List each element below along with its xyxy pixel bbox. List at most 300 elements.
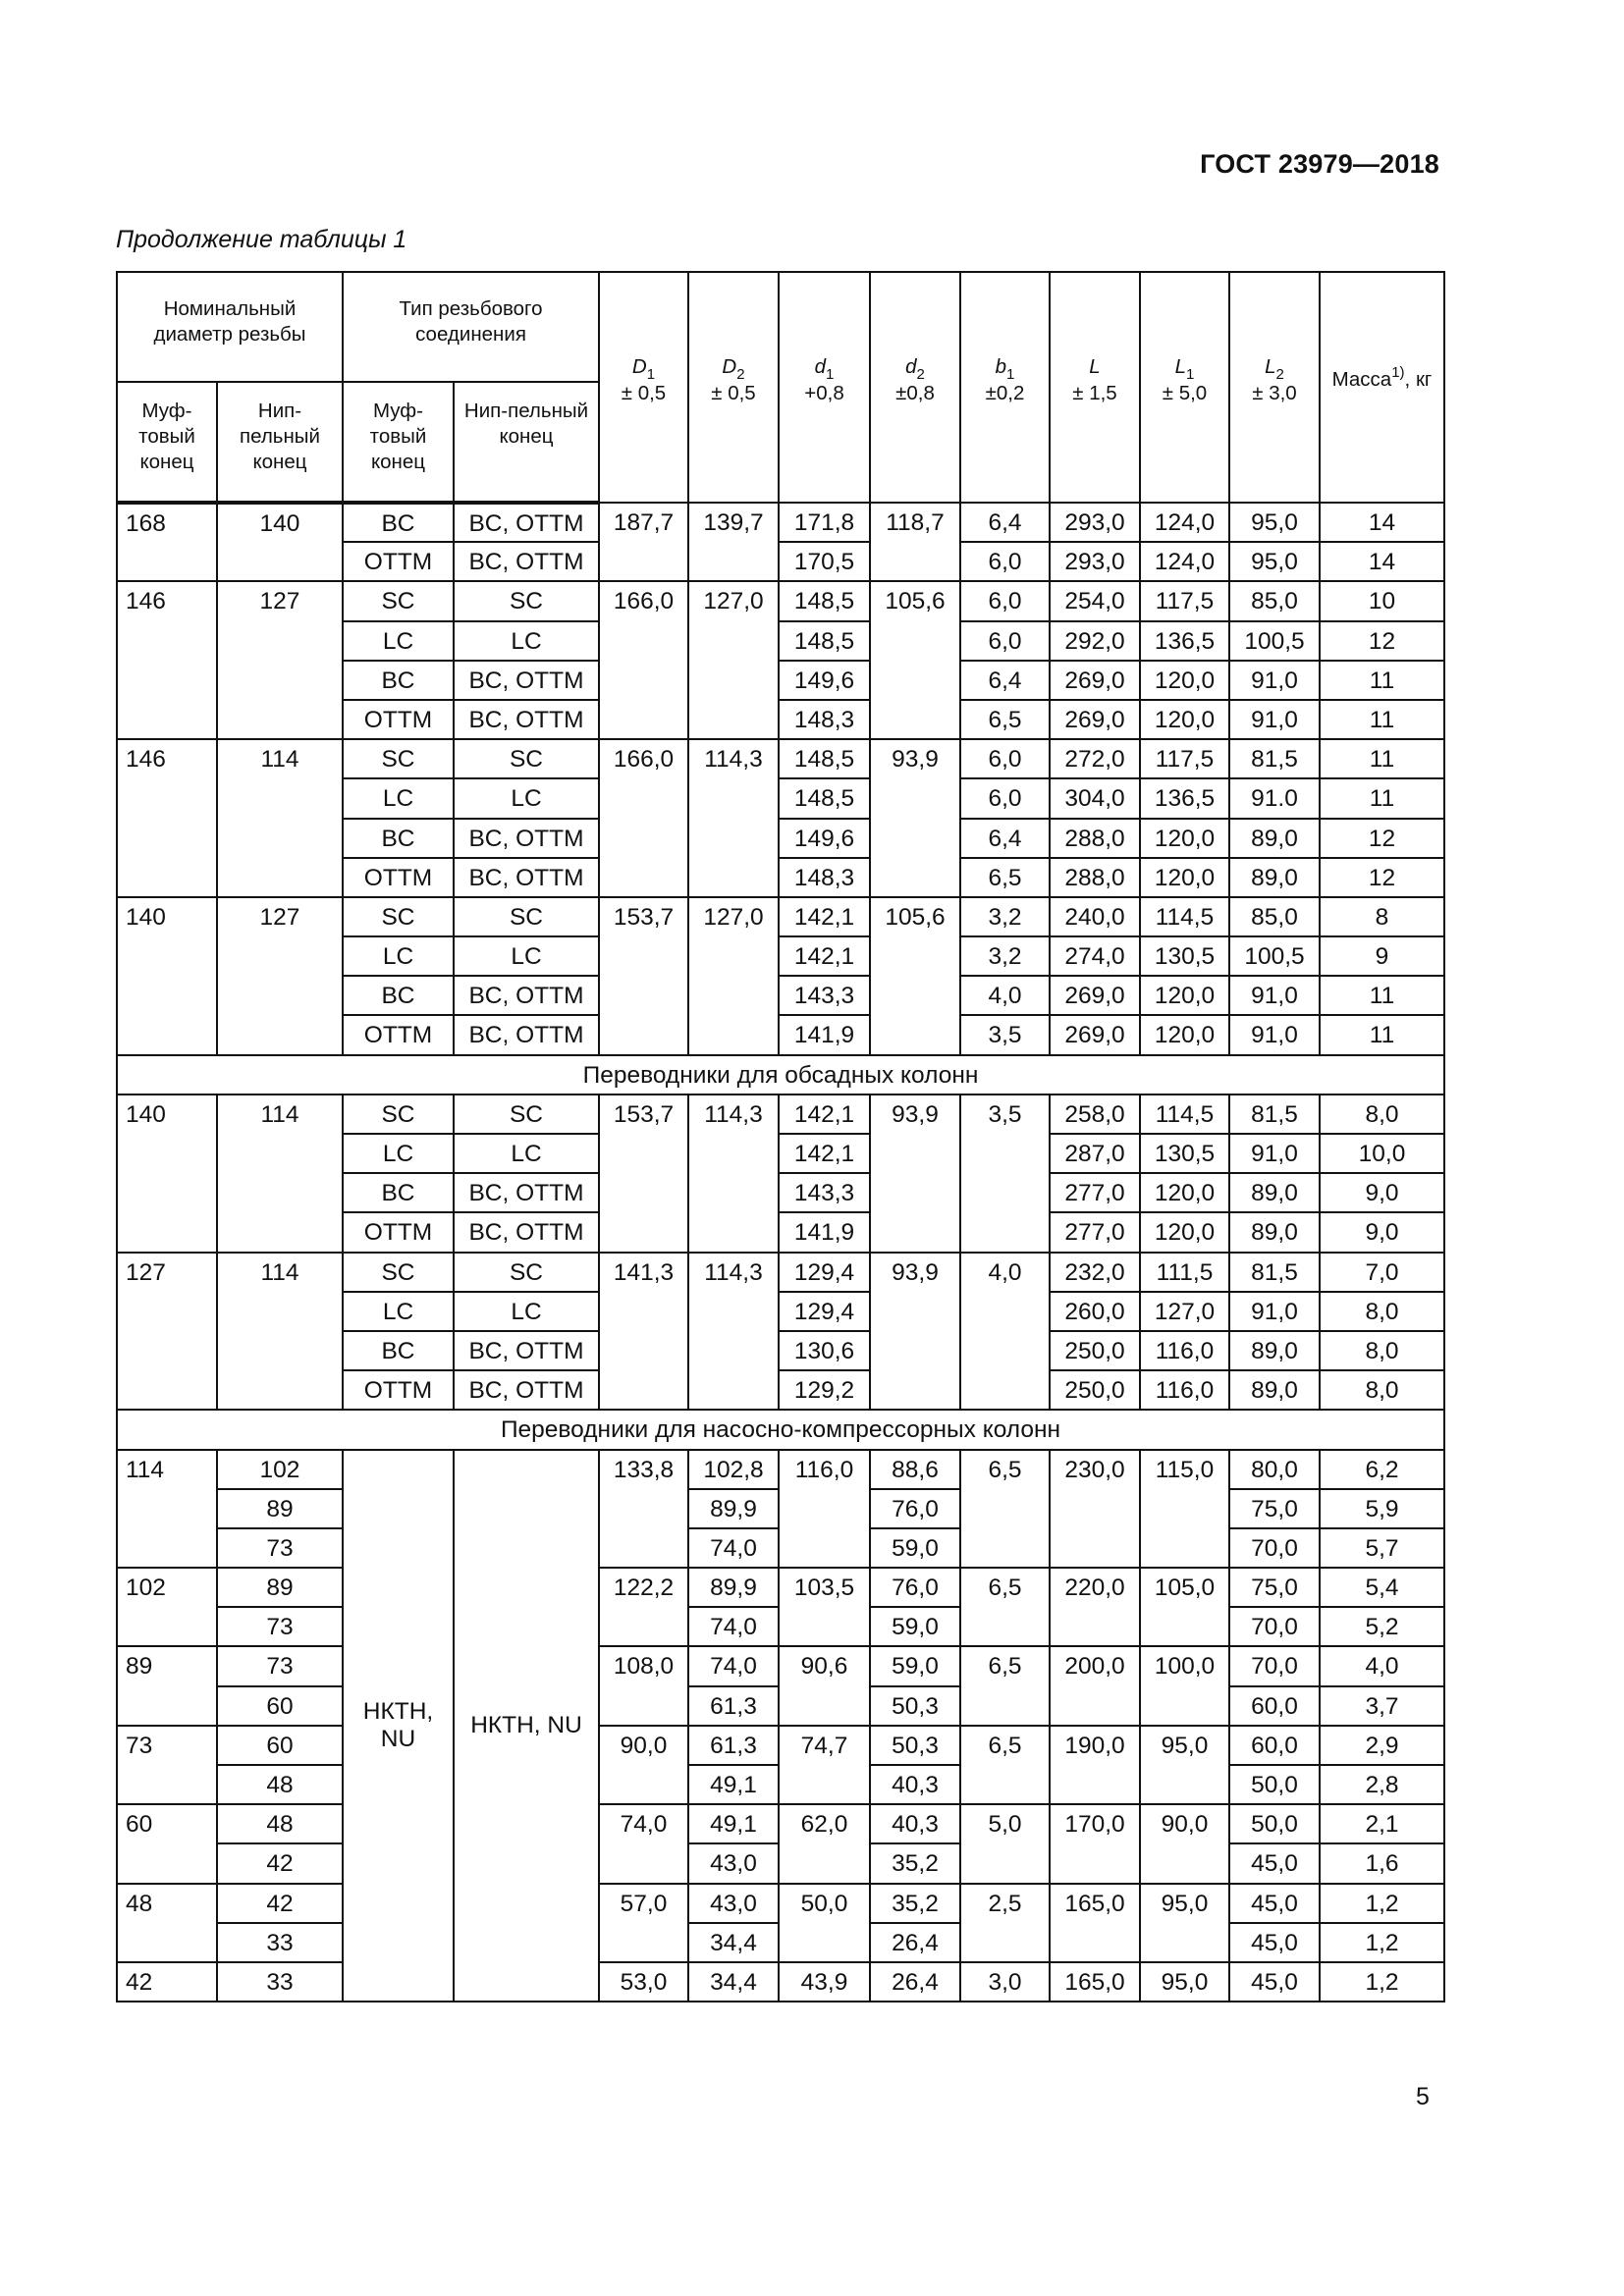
cell-L1: 120,0 (1140, 1015, 1229, 1054)
cell-thread-coupling: SC (343, 897, 454, 936)
cell-L: 240,0 (1050, 897, 1140, 936)
cell-D2: 74,0 (688, 1607, 779, 1646)
cell-d1: 148,5 (779, 581, 870, 620)
cell-thread-coupling: BC (343, 1331, 454, 1370)
cell-b1: 6,4 (960, 503, 1050, 542)
cell-d2: 59,0 (870, 1646, 960, 1685)
table-continuation-caption: Продолжение таблицы 1 (116, 226, 407, 253)
cell-b1: 6,4 (960, 661, 1050, 700)
header-L2: $L_2$ ± 3,0 (1229, 272, 1320, 503)
cell-L1: 124,0 (1140, 542, 1229, 581)
cell-coupling-diameter: 73 (117, 1726, 217, 1804)
cell-thread-coupling: BC (343, 819, 454, 858)
cell-thread-coupling-tubing: НКТН, NU (343, 1450, 454, 2002)
cell-D1: 133,8 (599, 1450, 688, 1569)
table-row (117, 1884, 1444, 1923)
cell-L: 304,0 (1050, 778, 1140, 818)
cell-d1: 62,0 (779, 1804, 870, 1883)
cell-L: 287,0 (1050, 1134, 1140, 1173)
cell-b1: 6,5 (960, 700, 1050, 739)
cell-L1: 124,0 (1140, 503, 1229, 542)
cell-mass: 8 (1320, 897, 1444, 936)
cell-d2: 76,0 (870, 1489, 960, 1528)
cell-d2: 26,4 (870, 1923, 960, 1962)
cell-D2: 114,3 (688, 1253, 779, 1411)
cell-d1: 149,6 (779, 661, 870, 700)
cell-thread-nipple: SC (454, 581, 599, 620)
cell-d1: 129,4 (779, 1292, 870, 1331)
cell-d2: 76,0 (870, 1568, 960, 1607)
cell-L: 277,0 (1050, 1173, 1140, 1212)
cell-mass: 9,0 (1320, 1212, 1444, 1252)
cell-L: 293,0 (1050, 503, 1140, 542)
cell-L: 250,0 (1050, 1331, 1140, 1370)
cell-nipple-diameter: 73 (217, 1607, 343, 1646)
cell-L2: 91,0 (1229, 661, 1320, 700)
cell-L: 190,0 (1050, 1726, 1140, 1804)
cell-L1: 114,5 (1140, 897, 1229, 936)
cell-b1: 3,0 (960, 1962, 1050, 2002)
cell-thread-coupling: BC (343, 976, 454, 1015)
cell-D2: 102,8 (688, 1450, 779, 1489)
table-row (117, 1726, 1444, 1765)
cell-L1: 120,0 (1140, 1173, 1229, 1212)
cell-nipple-diameter: 33 (217, 1962, 343, 2002)
cell-b1: 4,0 (960, 1253, 1050, 1411)
cell-L: 254,0 (1050, 581, 1140, 620)
cell-D2: 74,0 (688, 1646, 779, 1685)
cell-mass: 8,0 (1320, 1370, 1444, 1410)
cell-d1: 103,5 (779, 1568, 870, 1646)
cell-L2: 95,0 (1229, 503, 1320, 542)
cell-mass: 8,0 (1320, 1095, 1444, 1134)
cell-thread-nipple: BC, OTTM (454, 700, 599, 739)
cell-L2: 91,0 (1229, 1134, 1320, 1173)
cell-L1: 117,5 (1140, 581, 1229, 620)
cell-d1: 142,1 (779, 1134, 870, 1173)
cell-thread-nipple: BC, OTTM (454, 1173, 599, 1212)
table-row (117, 1095, 1444, 1134)
cell-d1: 142,1 (779, 936, 870, 976)
table-row (117, 739, 1444, 778)
cell-thread-coupling: OTTM (343, 1015, 454, 1054)
cell-D2: 61,3 (688, 1686, 779, 1726)
cell-L: 274,0 (1050, 936, 1140, 976)
cell-D2: 89,9 (688, 1489, 779, 1528)
header-nominal-diameter: Номинальный диаметр резьбы (117, 272, 343, 382)
cell-thread-coupling: LC (343, 1292, 454, 1331)
cell-L2: 89,0 (1229, 858, 1320, 897)
cell-thread-nipple: BC, OTTM (454, 503, 599, 542)
cell-b1: 4,0 (960, 976, 1050, 1015)
cell-L1: 111,5 (1140, 1253, 1229, 1292)
cell-thread-coupling: OTTM (343, 858, 454, 897)
cell-D2: 114,3 (688, 1095, 779, 1253)
cell-L1: 90,0 (1140, 1804, 1229, 1883)
cell-nipple-diameter: 114 (217, 1095, 343, 1253)
cell-mass: 11 (1320, 1015, 1444, 1054)
cell-thread-nipple: BC, OTTM (454, 819, 599, 858)
cell-mass: 5,7 (1320, 1528, 1444, 1568)
cell-D2: 49,1 (688, 1804, 779, 1843)
cell-d1: 129,2 (779, 1370, 870, 1410)
cell-d2: 35,2 (870, 1884, 960, 1923)
cell-D2: 127,0 (688, 581, 779, 739)
section-tubing-heading: Переводники для насосно-компрессорных колонн (117, 1410, 1444, 1449)
cell-mass: 7,0 (1320, 1253, 1444, 1292)
cell-nipple-diameter: 89 (217, 1568, 343, 1607)
cell-L: 220,0 (1050, 1568, 1140, 1646)
cell-coupling-diameter: 146 (117, 739, 217, 897)
cell-b1: 3,2 (960, 897, 1050, 936)
cell-b1: 6,5 (960, 1568, 1050, 1646)
cell-D2: 43,0 (688, 1884, 779, 1923)
cell-mass: 3,7 (1320, 1686, 1444, 1726)
cell-thread-coupling: LC (343, 621, 454, 661)
cell-nipple-diameter: 60 (217, 1726, 343, 1765)
header-nipple-end-diameter: Нип-пельный конец (217, 382, 343, 503)
cell-D2: 34,4 (688, 1962, 779, 2002)
cell-thread-nipple: BC, OTTM (454, 1212, 599, 1252)
table-row (117, 1962, 1444, 2002)
table-row (117, 897, 1444, 936)
cell-b1: 3,5 (960, 1095, 1050, 1253)
cell-mass: 1,6 (1320, 1843, 1444, 1883)
cell-L: 288,0 (1050, 858, 1140, 897)
cell-mass: 11 (1320, 778, 1444, 818)
cell-mass: 1,2 (1320, 1962, 1444, 2002)
cell-d1: 148,3 (779, 700, 870, 739)
cell-b1: 3,5 (960, 1015, 1050, 1054)
cell-D2: 89,9 (688, 1568, 779, 1607)
cell-d2: 93,9 (870, 1253, 960, 1411)
cell-L2: 89,0 (1229, 1173, 1320, 1212)
cell-thread-nipple: BC, OTTM (454, 976, 599, 1015)
cell-mass: 4,0 (1320, 1646, 1444, 1685)
cell-thread-nipple: SC (454, 1253, 599, 1292)
cell-L2: 45,0 (1229, 1923, 1320, 1962)
cell-d1: 130,6 (779, 1331, 870, 1370)
cell-mass: 10 (1320, 581, 1444, 620)
cell-thread-coupling: SC (343, 1253, 454, 1292)
cell-L2: 89,0 (1229, 819, 1320, 858)
cell-thread-coupling: SC (343, 739, 454, 778)
cell-L2: 81,5 (1229, 739, 1320, 778)
cell-d2: 40,3 (870, 1804, 960, 1843)
cell-thread-nipple: LC (454, 1134, 599, 1173)
table-row (117, 1450, 1444, 1489)
cell-nipple-diameter: 89 (217, 1489, 343, 1528)
cell-b1: 6,5 (960, 1450, 1050, 1569)
cell-d1: 149,6 (779, 819, 870, 858)
cell-L2: 70,0 (1229, 1607, 1320, 1646)
cell-D1: 187,7 (599, 503, 688, 581)
cell-L2: 70,0 (1229, 1528, 1320, 1568)
cell-d1: 143,3 (779, 976, 870, 1015)
cell-D1: 166,0 (599, 581, 688, 739)
cell-L1: 114,5 (1140, 1095, 1229, 1134)
cell-L2: 60,0 (1229, 1686, 1320, 1726)
cell-L2: 91,0 (1229, 1292, 1320, 1331)
cell-d1: 141,9 (779, 1212, 870, 1252)
cell-thread-nipple: BC, OTTM (454, 661, 599, 700)
cell-L: 250,0 (1050, 1370, 1140, 1410)
cell-thread-nipple: BC, OTTM (454, 1015, 599, 1054)
cell-L1: 117,5 (1140, 739, 1229, 778)
cell-D2: 74,0 (688, 1528, 779, 1568)
cell-L2: 100,5 (1229, 621, 1320, 661)
header-coupling-end-thread: Муф-товый конец (343, 382, 454, 503)
cell-D2: 43,0 (688, 1843, 779, 1883)
cell-mass: 9 (1320, 936, 1444, 976)
cell-b1: 3,2 (960, 936, 1050, 976)
cell-b1: 6,5 (960, 1726, 1050, 1804)
cell-L2: 81,5 (1229, 1095, 1320, 1134)
cell-L1: 120,0 (1140, 976, 1229, 1015)
cell-L1: 116,0 (1140, 1331, 1229, 1370)
cell-L: 165,0 (1050, 1962, 1140, 2002)
cell-D2: 127,0 (688, 897, 779, 1055)
cell-L2: 81,5 (1229, 1253, 1320, 1292)
cell-d2: 26,4 (870, 1962, 960, 2002)
header-L: L ± 1,5 (1050, 272, 1140, 503)
table-row (117, 581, 1444, 620)
cell-L: 258,0 (1050, 1095, 1140, 1134)
cell-L2: 45,0 (1229, 1884, 1320, 1923)
cell-coupling-diameter: 140 (117, 1095, 217, 1253)
cell-coupling-diameter: 102 (117, 1568, 217, 1646)
cell-coupling-diameter: 48 (117, 1884, 217, 1962)
cell-d1: 141,9 (779, 1015, 870, 1054)
header-D2: $D_2$ ± 0,5 (688, 272, 779, 503)
cell-L: 288,0 (1050, 819, 1140, 858)
cell-d2: 59,0 (870, 1528, 960, 1568)
cell-nipple-diameter: 73 (217, 1646, 343, 1685)
header-d1: $d_1$ +0,8 (779, 272, 870, 503)
cell-d2: 93,9 (870, 1095, 960, 1253)
cell-L1: 127,0 (1140, 1292, 1229, 1331)
cell-coupling-diameter: 146 (117, 581, 217, 739)
cell-L1: 120,0 (1140, 819, 1229, 858)
cell-L: 272,0 (1050, 739, 1140, 778)
cell-d1: 148,3 (779, 858, 870, 897)
cell-L: 230,0 (1050, 1450, 1140, 1569)
cell-mass: 12 (1320, 819, 1444, 858)
cell-thread-coupling: SC (343, 581, 454, 620)
cell-D2: 49,1 (688, 1765, 779, 1804)
cell-d2: 93,9 (870, 739, 960, 897)
cell-L2: 89,0 (1229, 1212, 1320, 1252)
cell-L: 200,0 (1050, 1646, 1140, 1725)
cell-d1: 148,5 (779, 778, 870, 818)
cell-d2: 59,0 (870, 1607, 960, 1646)
cell-L2: 60,0 (1229, 1726, 1320, 1765)
cell-d2: 35,2 (870, 1843, 960, 1883)
table-row (117, 1410, 1444, 1449)
cell-thread-nipple: LC (454, 778, 599, 818)
header-thread-type: Тип резьбового соединения (343, 272, 599, 382)
cell-b1: 6,0 (960, 778, 1050, 818)
cell-L1: 120,0 (1140, 1212, 1229, 1252)
cell-mass: 1,2 (1320, 1884, 1444, 1923)
cell-mass: 5,2 (1320, 1607, 1444, 1646)
cell-L2: 95,0 (1229, 542, 1320, 581)
cell-L2: 91,0 (1229, 700, 1320, 739)
cell-nipple-diameter: 48 (217, 1765, 343, 1804)
cell-mass: 2,9 (1320, 1726, 1444, 1765)
cell-L: 269,0 (1050, 661, 1140, 700)
cell-thread-coupling: BC (343, 661, 454, 700)
cell-L1: 105,0 (1140, 1568, 1229, 1646)
cell-L2: 75,0 (1229, 1489, 1320, 1528)
cell-nipple-diameter: 127 (217, 897, 343, 1055)
cell-b1: 5,0 (960, 1804, 1050, 1883)
cell-d1: 90,6 (779, 1646, 870, 1725)
cell-thread-nipple-tubing: НКТН, NU (454, 1450, 599, 2002)
cell-thread-nipple: SC (454, 1095, 599, 1134)
cell-L2: 91,0 (1229, 1015, 1320, 1054)
header-d2: $d_2$ ±0,8 (870, 272, 960, 503)
cell-d2: 88,6 (870, 1450, 960, 1489)
cell-L: 269,0 (1050, 1015, 1140, 1054)
cell-b1: 6,5 (960, 1646, 1050, 1725)
cell-thread-coupling: BC (343, 1173, 454, 1212)
cell-d1: 148,5 (779, 621, 870, 661)
cell-L: 269,0 (1050, 700, 1140, 739)
table-row (117, 1253, 1444, 1292)
cell-mass: 12 (1320, 858, 1444, 897)
cell-L2: 45,0 (1229, 1962, 1320, 2002)
cell-d2: 50,3 (870, 1686, 960, 1726)
cell-coupling-diameter: 140 (117, 897, 217, 1055)
cell-nipple-diameter: 48 (217, 1804, 343, 1843)
cell-nipple-diameter: 42 (217, 1843, 343, 1883)
table-row (117, 1646, 1444, 1685)
cell-thread-nipple: BC, OTTM (454, 858, 599, 897)
cell-thread-nipple: LC (454, 1292, 599, 1331)
cell-thread-nipple: SC (454, 897, 599, 936)
cell-b1: 6,0 (960, 542, 1050, 581)
cell-L: 165,0 (1050, 1884, 1140, 1962)
cell-thread-nipple: LC (454, 621, 599, 661)
cell-d1: 74,7 (779, 1726, 870, 1804)
cell-mass: 11 (1320, 976, 1444, 1015)
cell-L2: 89,0 (1229, 1370, 1320, 1410)
cell-mass: 11 (1320, 739, 1444, 778)
page-number: 5 (1416, 2083, 1430, 2110)
cell-L1: 136,5 (1140, 621, 1229, 661)
cell-D2: 61,3 (688, 1726, 779, 1765)
cell-nipple-diameter: 127 (217, 581, 343, 739)
header-nipple-end-thread: Нип-пельный конец (454, 382, 599, 503)
cell-L2: 50,0 (1229, 1804, 1320, 1843)
cell-coupling-diameter: 89 (117, 1646, 217, 1725)
cell-d1: 171,8 (779, 503, 870, 542)
cell-D1: 141,3 (599, 1253, 688, 1411)
cell-L2: 100,5 (1229, 936, 1320, 976)
cell-mass: 11 (1320, 700, 1444, 739)
cell-nipple-diameter: 42 (217, 1884, 343, 1923)
cell-L1: 95,0 (1140, 1884, 1229, 1962)
cell-b1: 6,0 (960, 621, 1050, 661)
section-casing-heading: Переводники для обсадных колонн (117, 1055, 1444, 1095)
cell-L1: 100,0 (1140, 1646, 1229, 1725)
cell-D2: 114,3 (688, 739, 779, 897)
cell-L: 269,0 (1050, 976, 1140, 1015)
cell-L1: 116,0 (1140, 1370, 1229, 1410)
cell-coupling-diameter: 127 (117, 1253, 217, 1411)
cell-mass: 1,2 (1320, 1923, 1444, 1962)
cell-mass: 8,0 (1320, 1331, 1444, 1370)
cell-mass: 10,0 (1320, 1134, 1444, 1173)
cell-mass: 6,2 (1320, 1450, 1444, 1489)
cell-d1: 50,0 (779, 1884, 870, 1962)
cell-L1: 130,5 (1140, 1134, 1229, 1173)
header-mass: Масса$^{1)}$, кг (1320, 272, 1444, 503)
cell-b1: 2,5 (960, 1884, 1050, 1962)
cell-L1: 95,0 (1140, 1962, 1229, 2002)
cell-thread-nipple: BC, OTTM (454, 542, 599, 581)
cell-thread-nipple: BC, OTTM (454, 1370, 599, 1410)
cell-mass: 5,4 (1320, 1568, 1444, 1607)
cell-D1: 57,0 (599, 1884, 688, 1962)
cell-coupling-diameter: 60 (117, 1804, 217, 1883)
cell-nipple-diameter: 33 (217, 1923, 343, 1962)
cell-D2: 34,4 (688, 1923, 779, 1962)
cell-b1: 6,4 (960, 819, 1050, 858)
cell-L2: 50,0 (1229, 1765, 1320, 1804)
cell-nipple-diameter: 73 (217, 1528, 343, 1568)
cell-D1: 166,0 (599, 739, 688, 897)
cell-mass: 12 (1320, 621, 1444, 661)
cell-b1: 6,0 (960, 739, 1050, 778)
table-row (117, 503, 1444, 542)
cell-thread-coupling: SC (343, 1095, 454, 1134)
cell-d2: 40,3 (870, 1765, 960, 1804)
cell-mass: 2,8 (1320, 1765, 1444, 1804)
cell-L2: 70,0 (1229, 1646, 1320, 1685)
cell-L2: 91.0 (1229, 778, 1320, 818)
cell-thread-nipple: BC, OTTM (454, 1331, 599, 1370)
cell-L1: 120,0 (1140, 700, 1229, 739)
table-row (117, 1568, 1444, 1607)
cell-L: 260,0 (1050, 1292, 1140, 1331)
cell-mass: 9,0 (1320, 1173, 1444, 1212)
cell-D1: 153,7 (599, 1095, 688, 1253)
cell-L: 232,0 (1050, 1253, 1140, 1292)
cell-thread-coupling: LC (343, 778, 454, 818)
cell-thread-coupling: OTTM (343, 542, 454, 581)
table-row (117, 1055, 1444, 1095)
cell-L2: 45,0 (1229, 1843, 1320, 1883)
cell-coupling-diameter: 42 (117, 1962, 217, 2002)
cell-nipple-diameter: 60 (217, 1686, 343, 1726)
header-D1: $D_1$ ± 0,5 (599, 272, 688, 503)
cell-L2: 80,0 (1229, 1450, 1320, 1489)
cell-thread-coupling: LC (343, 1134, 454, 1173)
cell-d2: 105,6 (870, 897, 960, 1055)
cell-L1: 95,0 (1140, 1726, 1229, 1804)
cell-d1: 142,1 (779, 1095, 870, 1134)
cell-mass: 5,9 (1320, 1489, 1444, 1528)
table-row (117, 1804, 1444, 1843)
cell-D1: 153,7 (599, 897, 688, 1055)
cell-b1: 6,5 (960, 858, 1050, 897)
cell-nipple-diameter: 114 (217, 739, 343, 897)
cell-thread-coupling: OTTM (343, 700, 454, 739)
cell-d1: 129,4 (779, 1253, 870, 1292)
cell-b1: 6,0 (960, 581, 1050, 620)
